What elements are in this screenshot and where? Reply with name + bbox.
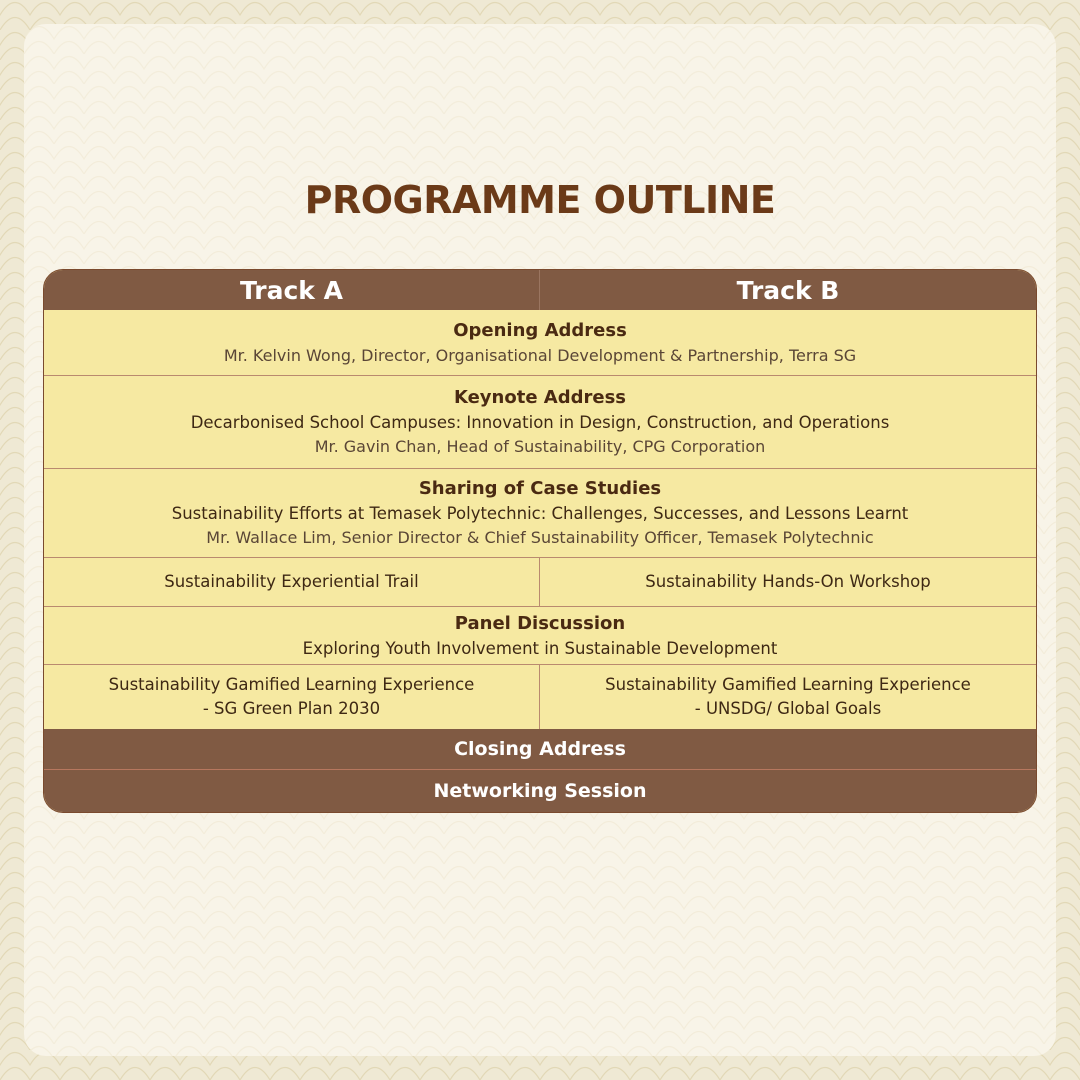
gamified-b-title: Sustainability Gamified Learning Experience <box>605 675 971 694</box>
track-header-row <box>44 270 1036 310</box>
track-b-header <box>540 270 1036 310</box>
opening-address-row <box>44 310 1036 376</box>
case-studies-speaker: Mr. Wallace Lim, Senior Director & Chief Sustainability Officer, Temasek Polytechnic <box>206 528 874 547</box>
activities-row <box>44 558 1036 607</box>
activity-a-label: Sustainability Experiential Trail <box>164 572 419 591</box>
activity-track-a <box>44 558 540 606</box>
panel-topic: Exploring Youth Involvement in Sustainable Development <box>302 638 778 658</box>
gamified-track-b <box>540 665 1036 729</box>
panel-discussion-row <box>44 607 1036 665</box>
networking-session-row <box>44 770 1036 812</box>
case-studies-row <box>44 469 1036 558</box>
keynote-row <box>44 376 1036 469</box>
case-studies-heading: Sharing of Case Studies <box>418 478 662 499</box>
keynote-speaker: Mr. Gavin Chan, Head of Sustainability, CPG Corporation <box>314 437 766 456</box>
keynote-topic: Decarbonised School Campuses: Innovation in Design, Construction, and Operations <box>190 413 890 432</box>
opening-speaker: Mr. Kelvin Wong, Director, Organisational Development & Partnership, Terra SG <box>223 345 857 365</box>
gamified-a-sub: - SG Green Plan 2030 <box>202 699 381 718</box>
case-studies-topic: Sustainability Efforts at Temasek Polytechnic: Challenges, Successes, and Lessons Learnt <box>171 504 909 523</box>
activity-track-b <box>540 558 1036 606</box>
gamified-track-a <box>44 665 540 729</box>
track-a-header <box>44 270 540 310</box>
closing-address-row <box>44 729 1036 770</box>
programme-table <box>43 269 1037 813</box>
track-b-label: Track B <box>736 275 840 305</box>
page-title: PROGRAMME OUTLINE <box>304 178 776 222</box>
keynote-heading: Keynote Address <box>453 387 627 408</box>
gamified-row <box>44 665 1036 729</box>
opening-heading: Opening Address <box>453 319 627 341</box>
gamified-b-sub: - UNSDG/ Global Goals <box>694 699 882 718</box>
panel-heading: Panel Discussion <box>454 612 626 634</box>
track-a-label: Track A <box>239 275 343 305</box>
gamified-a-title: Sustainability Gamified Learning Experience <box>108 675 475 694</box>
networking-label: Networking Session <box>433 780 647 802</box>
closing-label: Closing Address <box>454 738 626 760</box>
activity-b-label: Sustainability Hands-On Workshop <box>645 572 931 591</box>
